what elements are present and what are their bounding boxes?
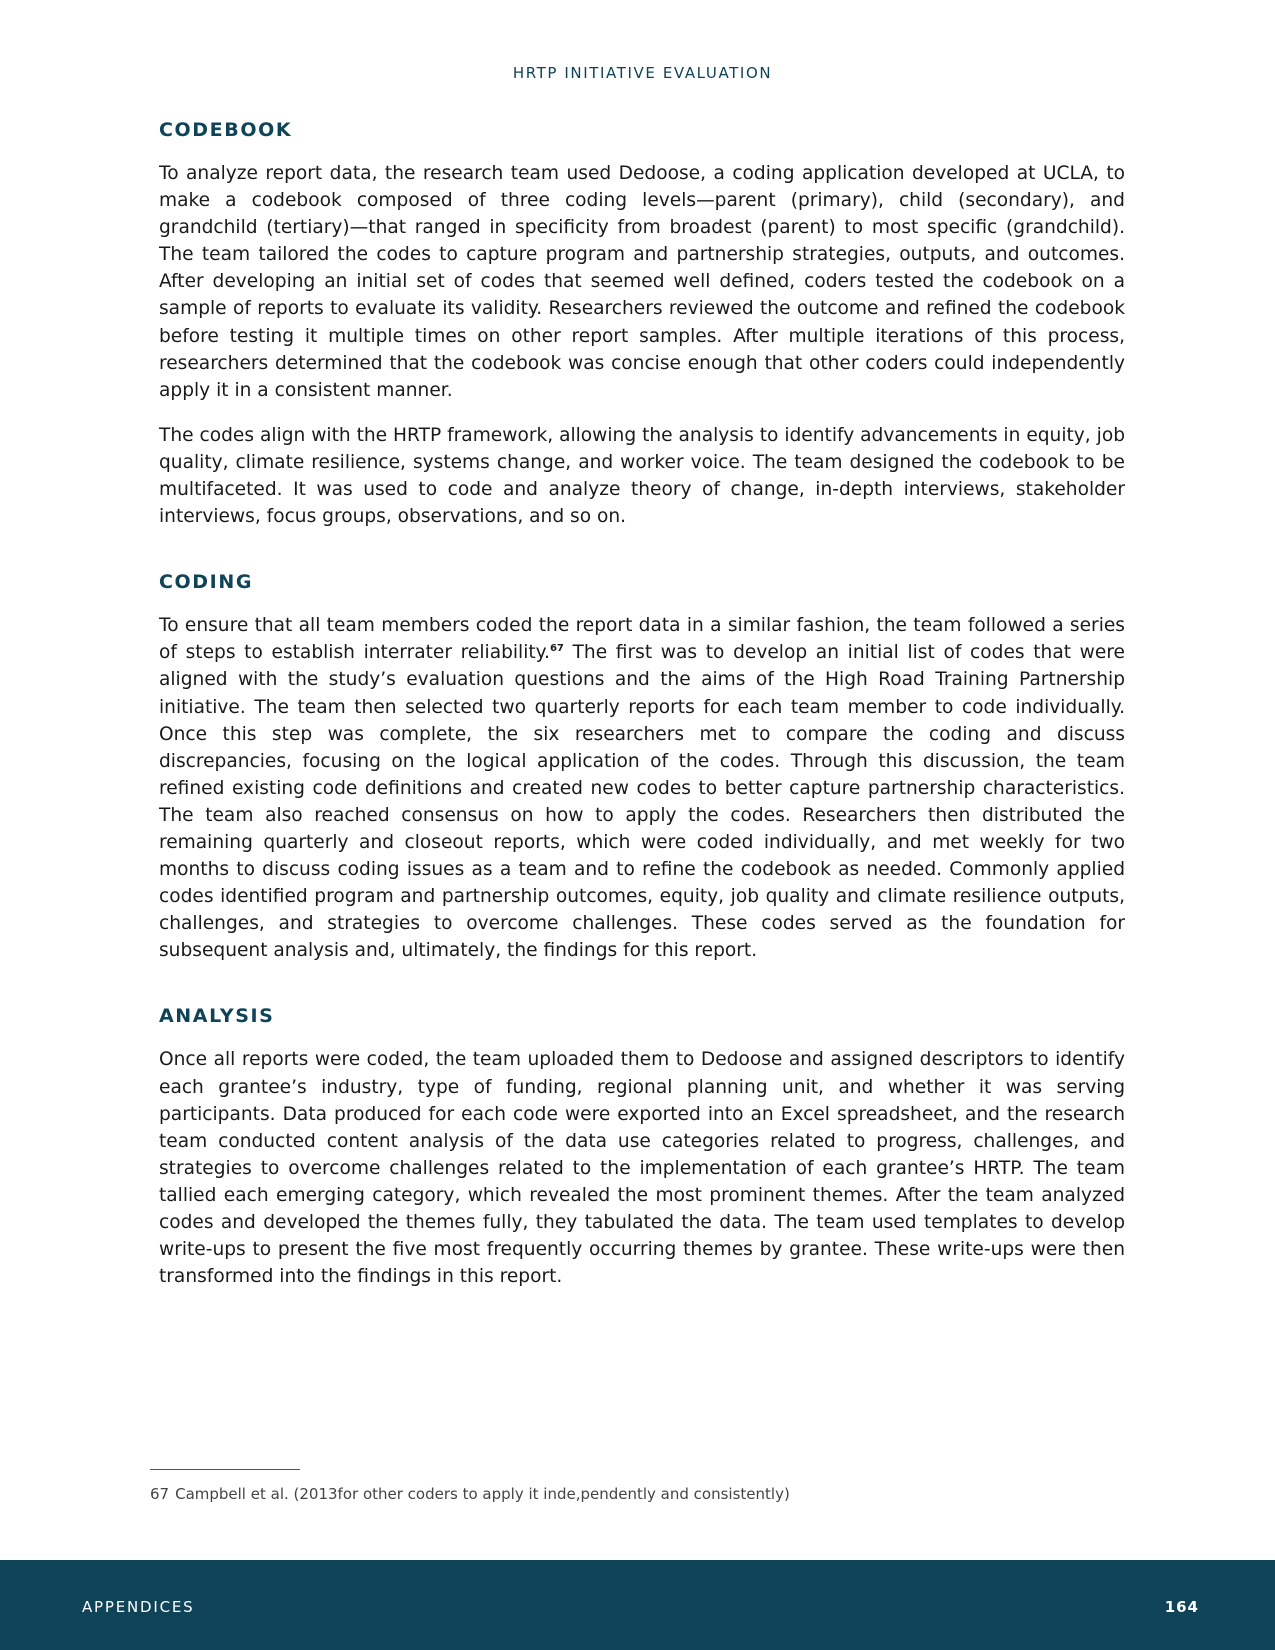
- section-heading-coding: CODING: [159, 571, 254, 594]
- section-codebook: [159, 116, 1125, 530]
- section-heading-analysis: ANALYSIS: [159, 1005, 275, 1028]
- codebook-paragraph-1: To analyze report data, the research team used Dedoose, a coding application developed at UCLA, to make a codebook composed of three coding levels—parent (primary), child (secondary), and grandchild (tertiary)—that ranged in specificity from broadest (parent) to most specific (grandchild). The team tailored the codes to capture program and partnership strategies, outputs, and outcomes. After developing an initial set of codes that seemed well defined, coders tested the codebook on a sample of reports to evaluate its validity. Researchers reviewed the outcome and refined the codebook before testing it multiple times on other report samples. After multiple iterations of this process, researchers determined that the codebook was concise enough that other coders could independently apply it in a consistent manner.: [159, 163, 1125, 401]
- page-number: 164: [1164, 1598, 1199, 1616]
- footnote: [150, 1484, 790, 1504]
- analysis-paragraph: Once all reports were coded, the team uploaded them to Dedoose and assigned descriptors to identify each grantee’s industry, type of funding, regional planning unit, and whether it was serving participants. Data produced for each code were exported into an Excel spreadsheet, and the research team conducted content analysis of the data use categories related to progress, challenges, and strategies to overcome challenges related to the implementation of each grantee’s HRTP. The team tallied each emerging category, which revealed the most prominent themes. After the team analyzed codes and developed the themes fully, they tabulated the data. The team used templates to develop write-ups to present the five most frequently occurring themes by grantee. These write-ups were then transformed into the findings in this report.: [159, 1049, 1125, 1288]
- footer-section-label: APPENDICES: [82, 1598, 195, 1616]
- section-analysis: [159, 1002, 1125, 1290]
- footnote-divider: [150, 1469, 300, 1470]
- section-heading-codebook: CODEBOOK: [159, 119, 293, 141]
- coding-paragraph-part-2: The first was to develop an initial list of codes that were aligned with the study’s evaluation questions and the aims of the High Road Training Partnership initiative. The team then selected two quarterly reports for each team member to code individually. Once this step was complete, the six researchers met to compare the coding and discuss discrepancies, focusing on the logical application of the codes. Through this discussion, the team refined existing code definitions and created new codes to better capture partnership characteristics. The team also reached consensus on how to apply the codes. Researchers then distributed the remaining quarterly and closeout reports, which were coded individually, and met weekly for two months to discuss coding issues as a team and to refine the codebook as needed. Commonly applied codes identified program and partnership outcomes, equity, job quality and climate resilience outputs, challenges, and strategies to overcome challenges. These codes served as the foundation for subsequent analysis and, ultimately, the findings for this report.: [159, 642, 1125, 962]
- coding-paragraph-part-1: To ensure that all team members coded the report data in a similar fashion, the team followed a series of steps to establish interrater reliability.: [159, 615, 1125, 664]
- coding-paragraph: [159, 612, 1125, 964]
- footnote-number: 67: [150, 1485, 170, 1503]
- codebook-paragraph-2: The codes align with the HRTP framework, allowing the analysis to identify advancements in equity, job quality, climate resilience, systems change, and worker voice. The team designed the codebook to be multifaceted. It was used to code and analyze theory of change, in-depth interviews, stakeholder interviews, focus groups, observations, and so on.: [159, 424, 1125, 528]
- running-header: HRTP INITIATIVE EVALUATION: [512, 64, 773, 82]
- main-content: [159, 116, 1125, 1308]
- footnote-reference[interactable]: 67: [549, 643, 564, 655]
- section-coding: [159, 568, 1125, 964]
- footnote-text: Campbell et al. (2013for other coders to apply it inde,pendently and consistently): [175, 1485, 790, 1503]
